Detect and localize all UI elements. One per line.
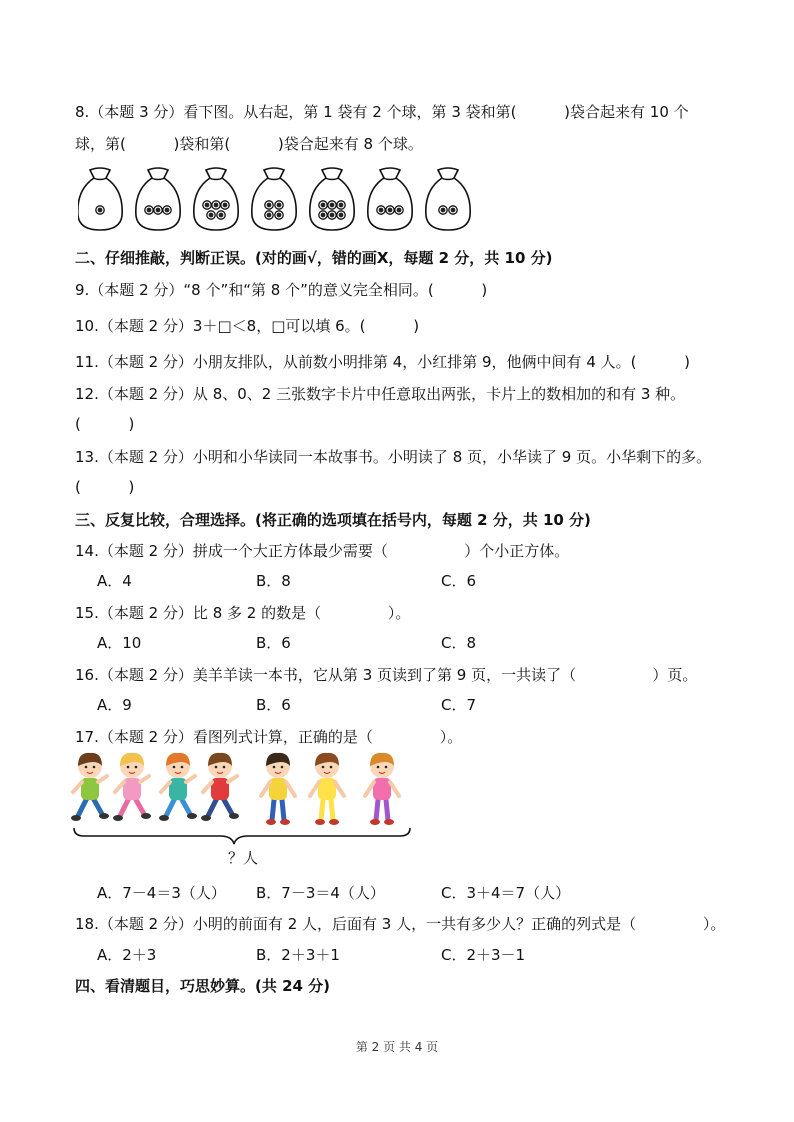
section3-heading: 三、反复比较，合理选择。(将正确的选项填在括号内，每题 2 分，共 10 分) <box>75 511 591 529</box>
q14-option-b: B．8 <box>256 572 291 590</box>
child-figure <box>365 753 399 825</box>
q17-option-a: A．7－4＝3（人） <box>97 884 226 902</box>
child-figure <box>310 753 344 825</box>
q14-option-a: A．4 <box>97 572 132 590</box>
q10: 10.（本题 2 分）3＋□＜8，□可以填 6。( ) <box>75 317 420 335</box>
section2-heading: 二、仔细推敲，判断正误。(对的画√，错的画X，每题 2 分，共 10 分) <box>75 249 553 267</box>
child-figure <box>261 753 295 825</box>
q18-option-a: A．2＋3 <box>97 946 157 964</box>
q8-line1: 8.（本题 3 分）看下图。从右起，第 1 袋有 2 个球，第 3 袋和第( )袋合起来有 10 个 <box>75 103 689 121</box>
q9: 9.（本题 2 分）“8 个”和“第 8 个”的意义完全相同。( ) <box>75 281 488 299</box>
ball-bag <box>310 168 354 230</box>
ball-bags-illustration <box>78 166 478 234</box>
q18-option-b: B．2＋3＋1 <box>256 946 340 964</box>
q12-line2: ( ) <box>75 415 135 433</box>
q15: 15.（本题 2 分）比 8 多 2 的数是（ ）。 <box>75 604 411 622</box>
q16-option-c: C．7 <box>441 696 477 714</box>
q17-option-b: B．7－3＝4（人） <box>256 884 385 902</box>
ball-bag <box>426 168 470 230</box>
ball-bag <box>252 168 296 230</box>
q11: 11.（本题 2 分）小朋友排队，从前数小明排第 4，小红排第 9，他俩中间有 4 人。( ) <box>75 353 691 371</box>
q17-option-c: C．3＋4＝7（人） <box>441 884 571 902</box>
q15-option-a: A．10 <box>97 634 142 652</box>
ball-bag <box>136 168 180 230</box>
q14-option-c: C．6 <box>441 572 477 590</box>
q18-option-c: C．2＋3－1 <box>441 946 526 964</box>
q16-option-b: B．6 <box>256 696 291 714</box>
q14: 14.（本题 2 分）拼成一个大正方体最少需要（ ）个小正方体。 <box>75 542 570 560</box>
q18: 18.（本题 2 分）小明的前面有 2 人，后面有 3 人，一共有多少人？正确的列式是（ ）。 <box>75 915 726 933</box>
child-figure <box>71 753 109 821</box>
q17: 17.（本题 2 分）看图列式计算，正确的是（ ）。 <box>75 728 463 746</box>
q16: 16.（本题 2 分）美羊羊读一本书，它从第 3 页读到了第 9 页，一共读了（ ）页。 <box>75 666 698 684</box>
page-footer: 第 2 页 共 4 页 <box>355 1040 439 1054</box>
q15-option-c: C．8 <box>441 634 477 652</box>
q12-line1: 12.（本题 2 分）从 8、0、2 三张数字卡片中任意取出两张，卡片上的数相加的和有 3 种。 <box>75 385 686 403</box>
q13-line1: 13.（本题 2 分）小明和小华读同一本故事书。小明读了 8 页，小华读了 9 页。小华剩下的多。 <box>75 448 712 466</box>
q15-option-b: B．6 <box>256 634 291 652</box>
ball-bag <box>368 168 412 230</box>
q13-line2: ( ) <box>75 478 135 496</box>
child-figure <box>201 753 239 821</box>
ball-bag <box>78 168 122 230</box>
ball-bag <box>194 168 238 230</box>
child-figure <box>113 753 151 821</box>
q17-brace-label: ？人 <box>228 849 259 867</box>
q16-option-a: A．9 <box>97 696 132 714</box>
section4-heading: 四、看清题目，巧思妙算。(共 24 分) <box>75 977 331 995</box>
child-figure <box>159 753 197 821</box>
brace <box>74 828 410 844</box>
q8-line2: 球，第( )袋和第( )袋合起来有 8 个球。 <box>75 135 423 153</box>
